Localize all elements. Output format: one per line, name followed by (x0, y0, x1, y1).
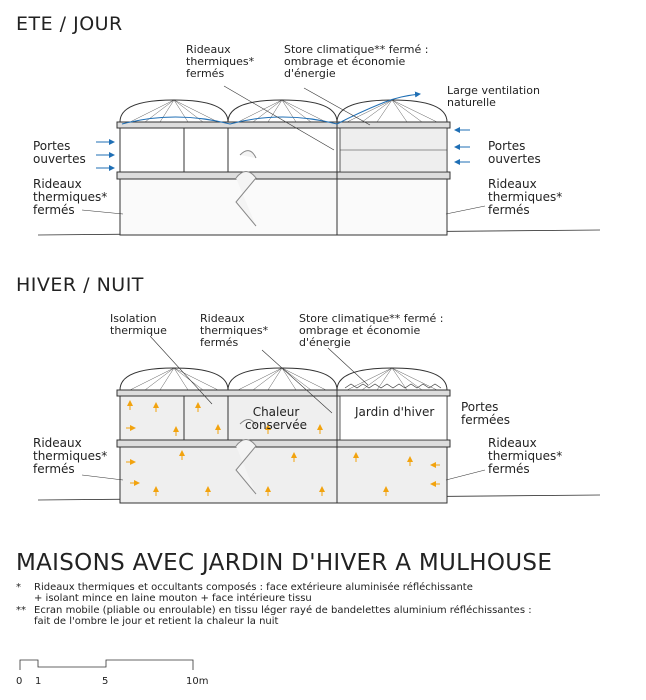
jardin-hiver-label: Jardin d'hiver (355, 405, 435, 419)
summer-rideaux-top-label: Rideaux thermiques* fermés (186, 43, 255, 80)
winter-rideaux-left-label: Rideaux thermiques* fermés (33, 436, 108, 476)
scale-label-10m: 10m (186, 676, 209, 687)
chaleur-conservee-label: Chaleur conservée (245, 405, 307, 432)
winter-isolation-label: Isolation thermique (110, 312, 167, 337)
summer-ventilation-label: Large ventilation naturelle (447, 84, 540, 109)
portes-fermees-label: Portes fermées (461, 400, 511, 427)
summer-rideaux-left-label: Rideaux thermiques* fermés (33, 177, 108, 217)
scale-label-1: 1 (35, 676, 42, 687)
winter-rideaux-right-label: Rideaux thermiques* fermés (488, 436, 563, 476)
winter-title: HIVER / NUIT (16, 274, 144, 296)
winter-store-label: Store climatique** fermé : ombrage et économie d'énergie (299, 312, 444, 349)
note-1-text: Rideaux thermiques et occultants composés : face extérieure aluminisée réfléchissante + isolant mince en laine mouton + face intérieure tissu (34, 582, 473, 604)
scale-bar (20, 660, 193, 670)
note-2-text: Ecran mobile (pliable ou enroulable) en tissu léger rayé de bandelettes aluminium réfléchissantes : fait de l'ombre le jour et retient la chaleur la nuit (34, 605, 532, 627)
note-1-mark: * (16, 582, 21, 593)
note-2-mark: ** (16, 605, 26, 616)
main-title: MAISONS AVEC JARDIN D'HIVER A MULHOUSE (16, 550, 553, 576)
scale-label-5: 5 (102, 676, 109, 687)
summer-portes-right-label: Portes ouvertes (488, 139, 541, 166)
summer-store-label: Store climatique** fermé : ombrage et économie d'énergie (284, 43, 429, 80)
summer-rideaux-right-label: Rideaux thermiques* fermés (488, 177, 563, 217)
winter-rideaux-top-label: Rideaux thermiques* fermés (200, 312, 269, 349)
summer-title: ETE / JOUR (16, 13, 123, 35)
winter-section (38, 336, 600, 503)
summer-portes-left-label: Portes ouvertes (33, 139, 86, 166)
scale-label-0: 0 (16, 676, 23, 687)
